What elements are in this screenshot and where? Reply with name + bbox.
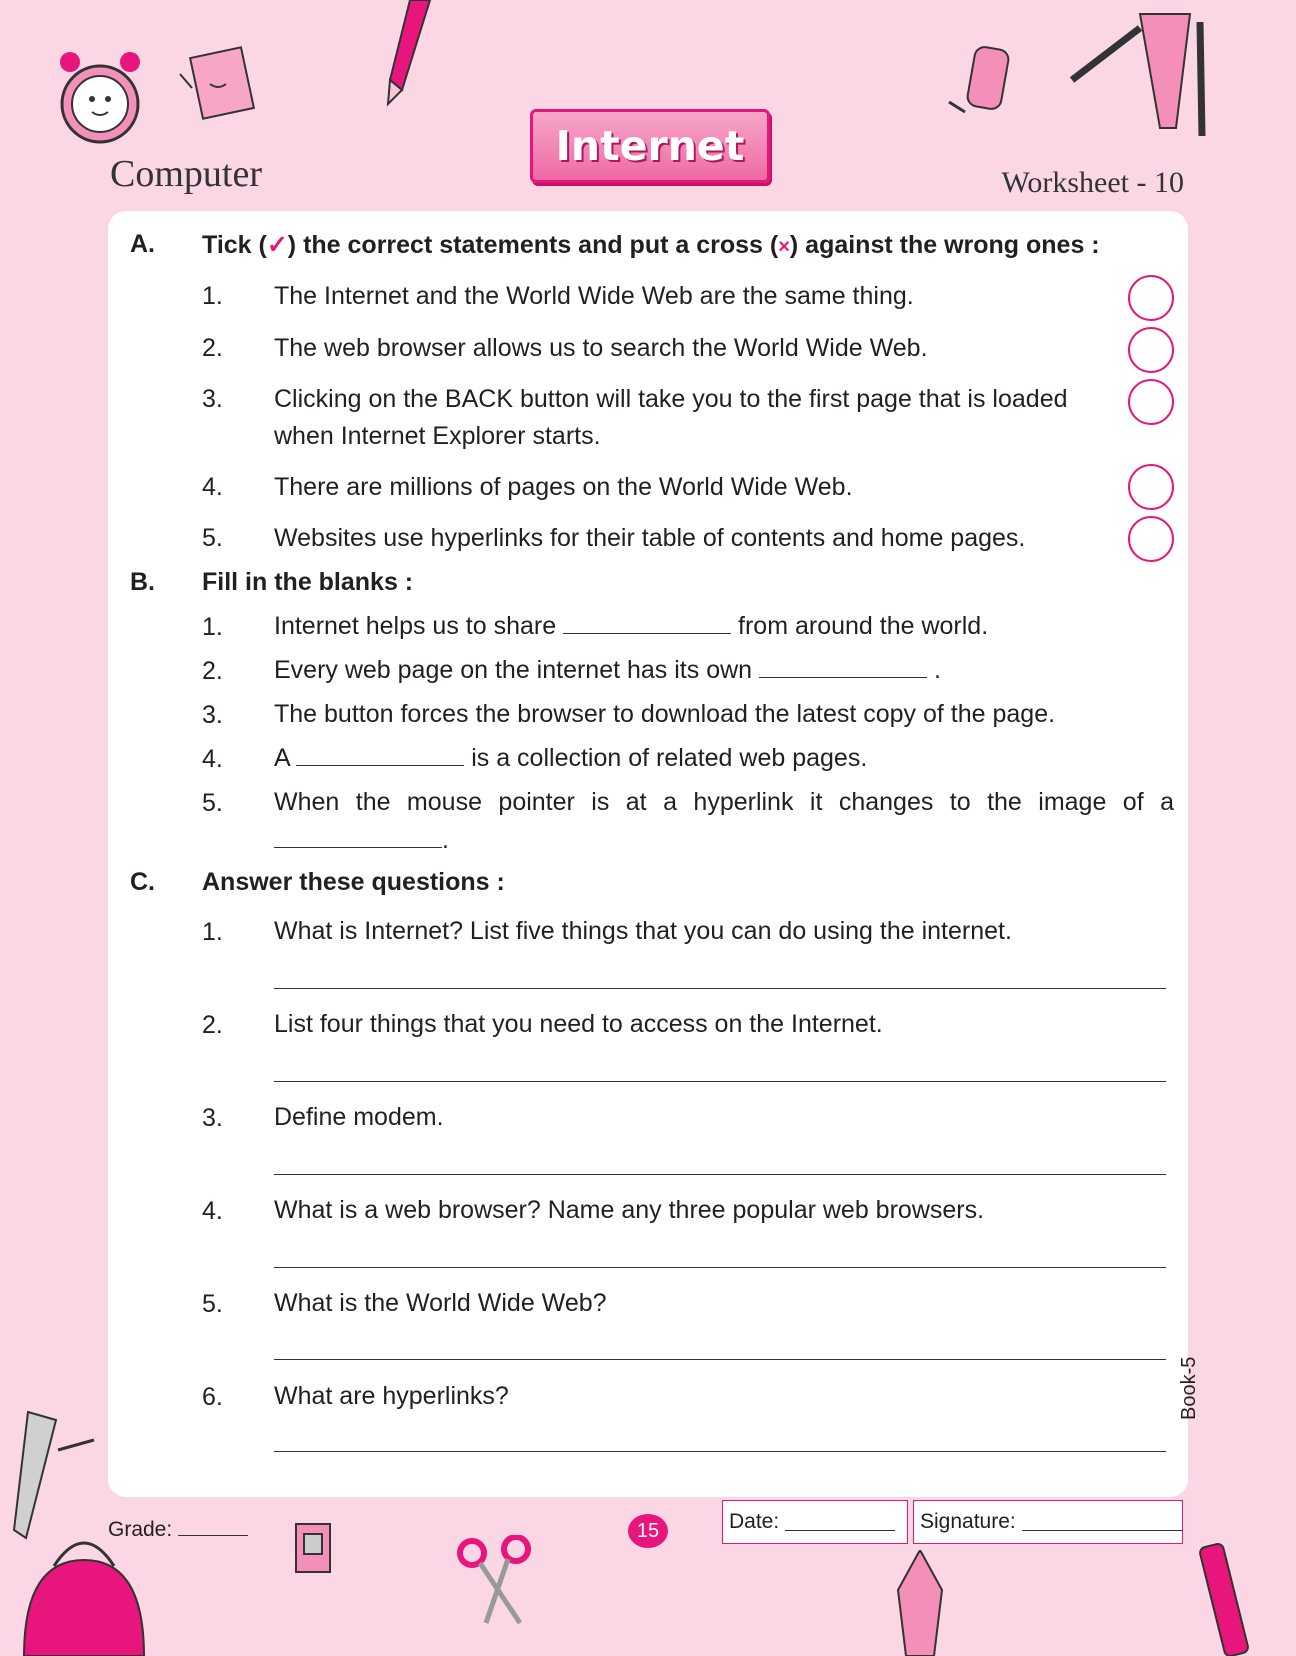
list-item-number: 2. <box>202 334 223 362</box>
list-item-number: 5. <box>202 789 223 817</box>
section-a-heading <box>202 230 1100 260</box>
page-number: 15 <box>628 1514 668 1548</box>
crayon-illustration <box>880 1550 960 1656</box>
section-c-heading: Answer these questions : <box>202 868 505 896</box>
answer-line[interactable] <box>274 1081 1166 1082</box>
answer-circle[interactable] <box>1128 379 1174 425</box>
eraser-illustration <box>945 42 1025 122</box>
answer-line[interactable] <box>274 1451 1166 1452</box>
section-c-letter: C. <box>130 868 155 896</box>
fill-blank-sentence <box>274 740 867 777</box>
signature-input[interactable] <box>1022 1514 1182 1531</box>
question-text: What is a web browser? Name any three popular web browsers. <box>274 1196 985 1224</box>
pen-illustration <box>1190 1540 1260 1656</box>
signature-label: Signature: <box>920 1510 1016 1533</box>
answer-line[interactable] <box>274 1267 1166 1268</box>
signature-field[interactable] <box>913 1500 1183 1544</box>
pencil-illustration <box>380 0 440 110</box>
question-text: What is Internet? List five things that you can do using the internet. <box>274 917 1012 945</box>
fill-blank-sentence: When the mouse pointer is at a hyperlink it changes to the image of a <box>274 788 1174 816</box>
scissors-illustration <box>456 1535 536 1625</box>
book-label: Book-5 <box>1178 1356 1200 1420</box>
list-item-number: 3. <box>202 1104 223 1132</box>
fill-blank-sentence <box>274 652 941 689</box>
sentence-part: from around the world. <box>738 612 989 640</box>
sentence-part: A <box>274 744 290 772</box>
list-item-number: 6. <box>202 1383 223 1411</box>
statement-text: Clicking on the BACK button will take you to the first page that is loaded when Internet Explorer starts. <box>274 385 1068 450</box>
statement-text: The web browser allows us to search the World Wide Web. <box>274 334 928 362</box>
statement-text: The Internet and the World Wide Web are the same thing. <box>274 282 914 310</box>
notepad-illustration <box>178 46 258 126</box>
list-item-number: 5. <box>202 1290 223 1318</box>
section-b-heading: Fill in the blanks : <box>202 568 414 596</box>
worksheet-number: Worksheet - 10 <box>1001 166 1184 199</box>
grade-label: Grade: <box>108 1518 173 1541</box>
list-item-number: 1. <box>202 613 223 641</box>
fill-blank-sentence <box>274 608 988 645</box>
answer-circle[interactable] <box>1128 516 1174 562</box>
list-item-number: 4. <box>202 473 223 501</box>
answer-circle[interactable] <box>1128 327 1174 373</box>
compass-illustration <box>1070 8 1210 138</box>
grade-input[interactable] <box>178 1517 248 1536</box>
section-a-letter: A. <box>130 230 155 258</box>
list-item-number: 4. <box>202 1197 223 1225</box>
list-item-number: 2. <box>202 1011 223 1039</box>
question-text: What is the World Wide Web? <box>274 1289 607 1317</box>
list-item-number: 1. <box>202 918 223 946</box>
page-title: Internet <box>530 109 770 183</box>
section-a-head-part: ) the correct statements and put a cross ( <box>287 231 779 259</box>
subject-label: Computer <box>110 153 262 195</box>
statement-text: There are millions of pages on the World Wide Web. <box>274 473 853 501</box>
alarm-clock-illustration <box>50 44 150 154</box>
blank-input[interactable] <box>563 611 731 634</box>
list-item-number: 2. <box>202 657 223 685</box>
list-item-number: 1. <box>202 282 223 310</box>
date-field[interactable] <box>722 1500 908 1544</box>
section-a-head-part: Tick ( <box>202 231 267 259</box>
answer-line[interactable] <box>274 1174 1166 1175</box>
sentence-part: is a collection of related web pages. <box>471 744 868 772</box>
date-label: Date: <box>729 1510 780 1533</box>
answer-circle[interactable] <box>1128 464 1174 510</box>
fill-blank-sentence-end <box>274 822 449 859</box>
tick-mark-icon: ✓ <box>266 231 288 259</box>
answer-line[interactable] <box>274 1359 1166 1360</box>
ruler-illustration <box>8 1410 98 1540</box>
fill-blank-sentence: The button forces the browser to download the latest copy of the page. <box>274 700 1056 728</box>
grade-field <box>108 1517 248 1542</box>
question-text: What are hyperlinks? <box>274 1382 509 1410</box>
blank-input[interactable] <box>274 825 442 848</box>
question-text: Define modem. <box>274 1103 444 1131</box>
question-text: List four things that you need to access on the Internet. <box>274 1010 883 1038</box>
blank-input[interactable] <box>759 655 927 678</box>
date-input[interactable] <box>785 1514 895 1531</box>
sentence-part: . <box>442 826 449 854</box>
sentence-part: . <box>933 656 941 684</box>
answer-line[interactable] <box>274 988 1166 989</box>
sentence-part: Internet helps us to share <box>274 612 557 640</box>
list-item-number: 4. <box>202 745 223 773</box>
cross-mark-icon: × <box>778 236 790 258</box>
statement-text: Websites use hyperlinks for their table of contents and home pages. <box>274 524 1026 552</box>
blank-input[interactable] <box>296 743 464 766</box>
sentence-part: Every web page on the internet has its own <box>274 656 753 684</box>
section-a-head-part: ) against the wrong ones : <box>789 231 1100 259</box>
list-item-number: 3. <box>202 385 223 413</box>
sharpener-illustration <box>284 1520 344 1590</box>
answer-circle[interactable] <box>1128 275 1174 321</box>
list-item-number: 3. <box>202 701 223 729</box>
list-item-number: 5. <box>202 524 223 552</box>
section-b-letter: B. <box>130 568 155 596</box>
